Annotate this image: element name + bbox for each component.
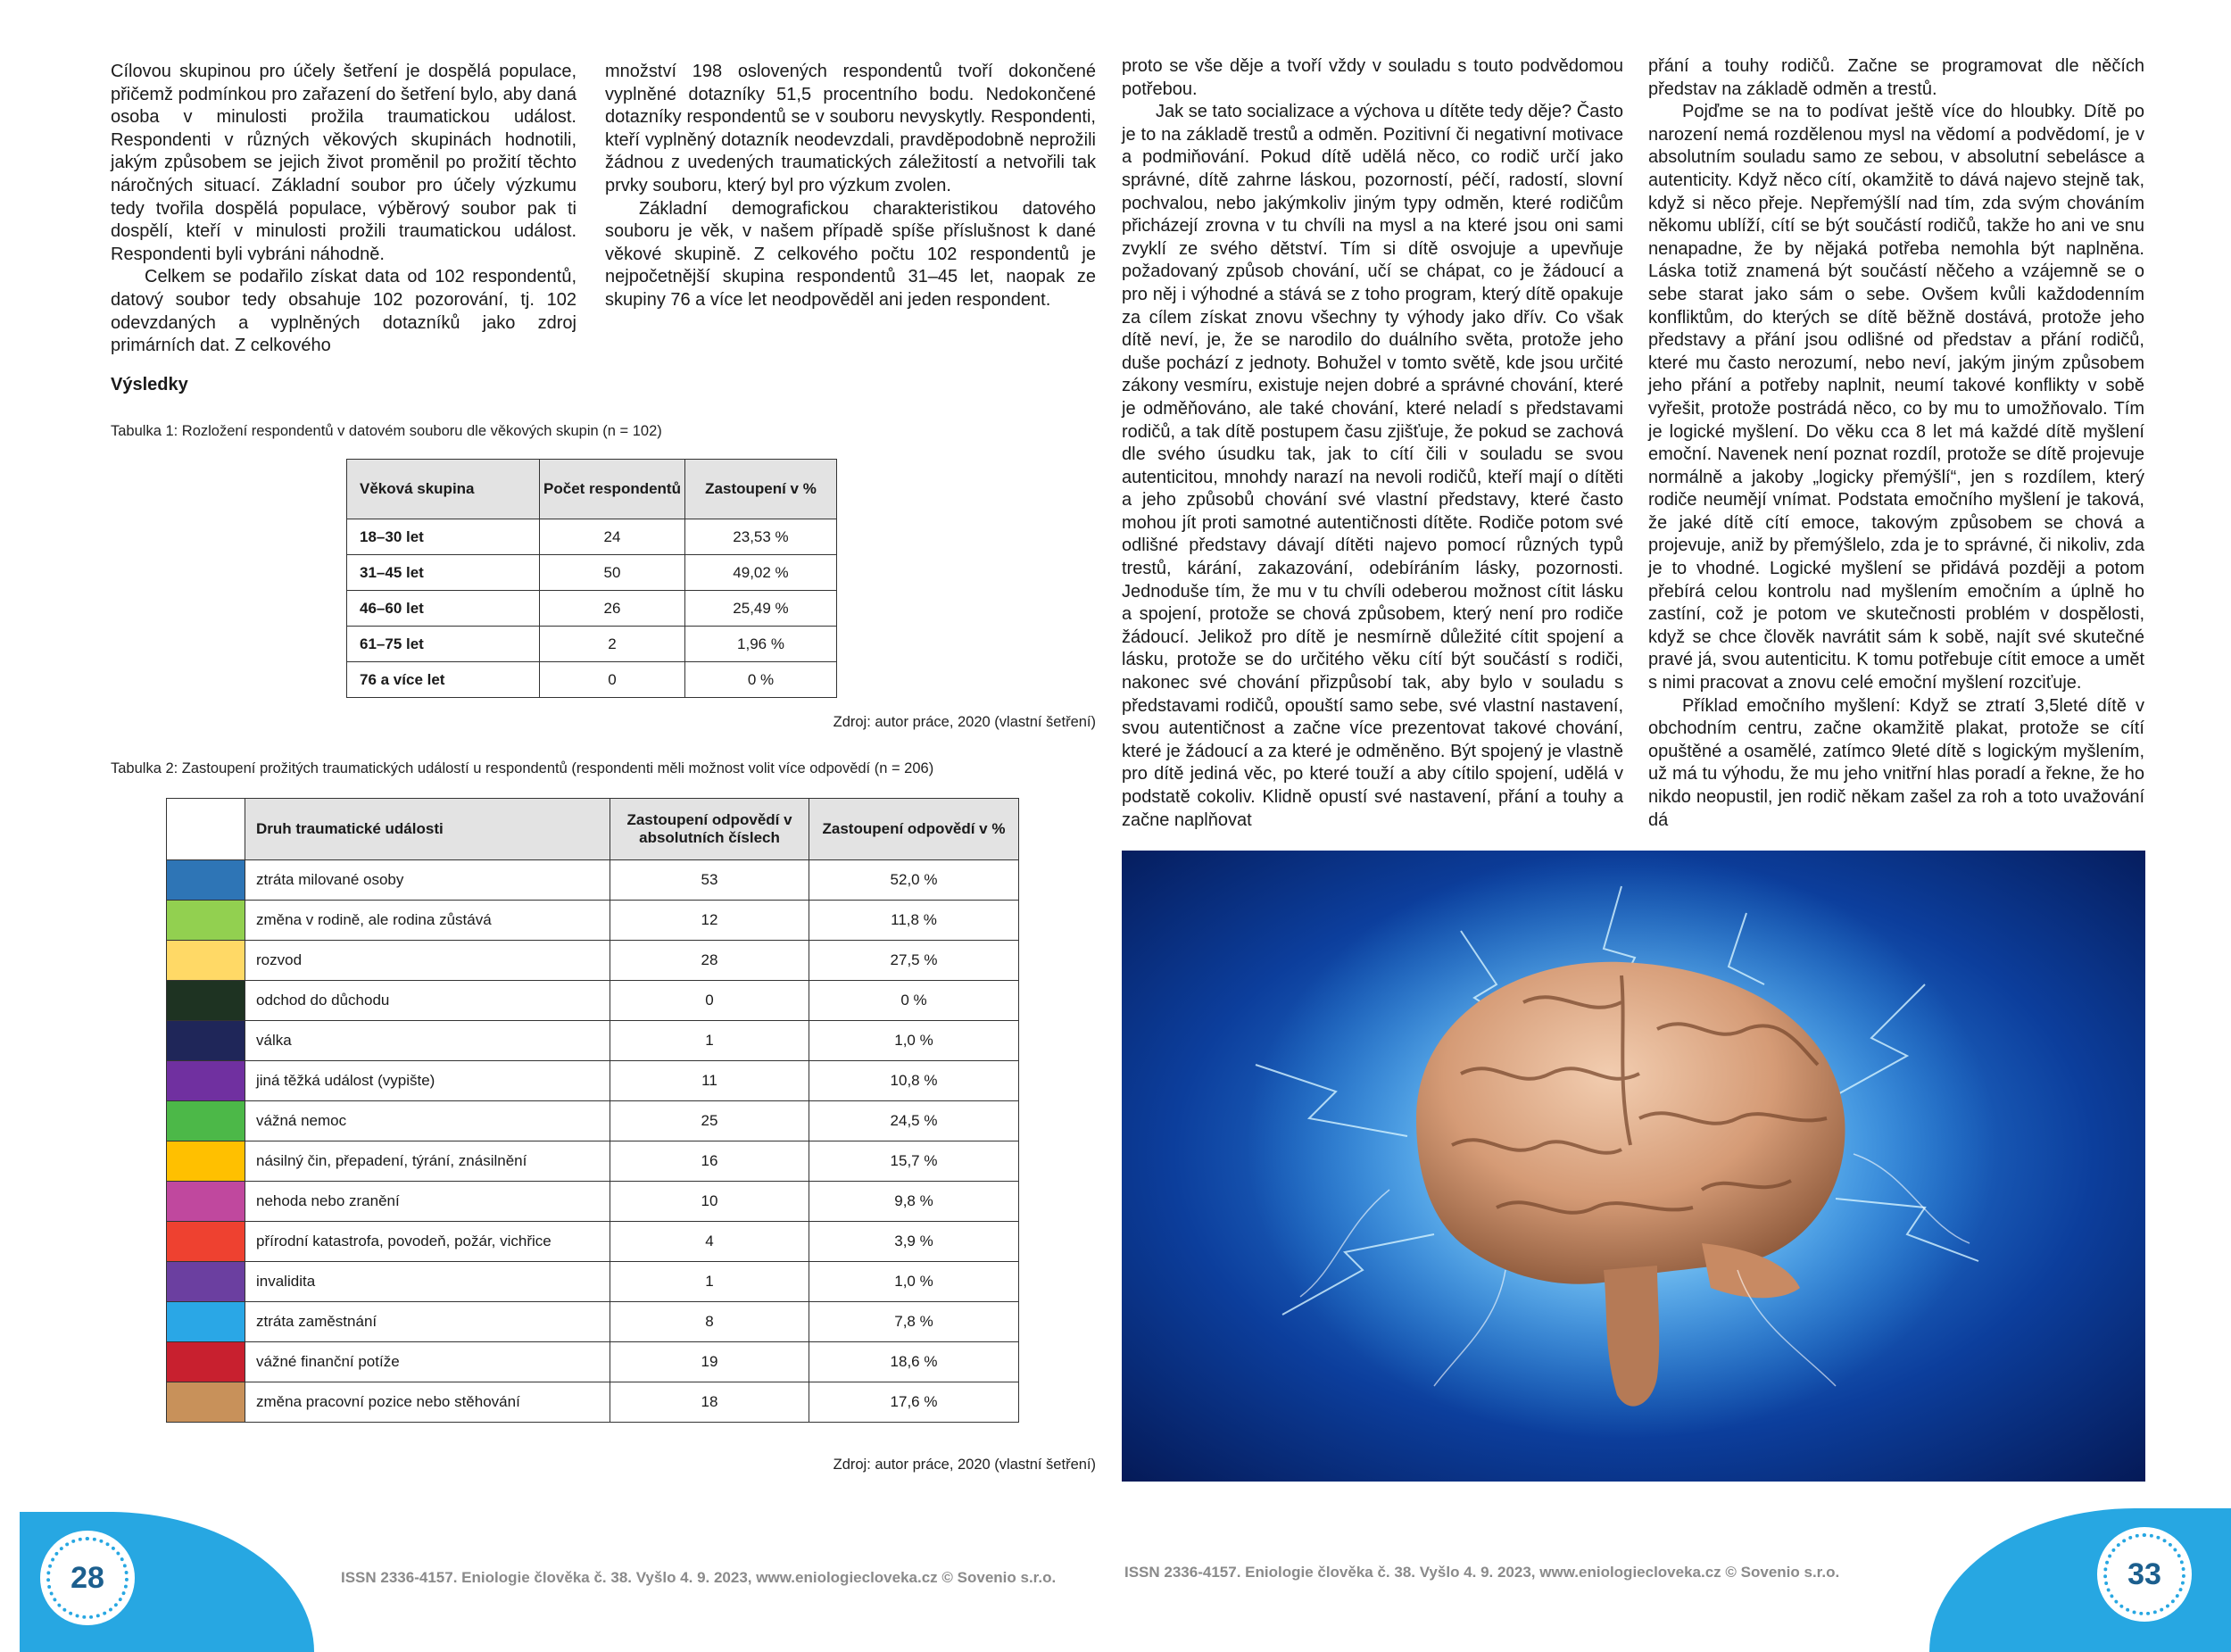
brain-illustration [1122,851,2145,1482]
age-group-table [346,459,837,698]
table1-caption: Tabulka 1: Rozložení respondentů v datovém souboru dle věkových skupin (n = 102) [111,423,662,439]
color-swatch [167,1101,245,1141]
table-header-cell: Zastoupení odpovědí v absolutních číslech [610,799,809,860]
table-cell: 10,8 % [809,1061,1019,1101]
right-column-1 [1122,55,1623,832]
table-row [167,1061,1019,1101]
table-cell: 11 [610,1061,809,1101]
paragraph: Pojďme se na to podívat ještě více do hloubky. Dítě po narození nemá rozdělenou mysl na vědomí a podvědomí, je v absolutním souladu samo ze sebou, v absolutní sebelásce a autenticity. Když něco cítí, okamžitě to dává najevo stejně tak, když si něco přeje. Nepřemýšlí nad tím, zda svým chováním někomu ublíží, cítí se být součástí rodičů, takže ho ani ve snu nenapadne, že by nějaká potřeba nemohla být naplněna. Láska totiž znamená být součástí něčeho a vzájemně se o sebe starat jako sám o sebe. Ovšem kvůli každodenním konfliktům, do kterých se dítě běžně dostává, protože jeho představy a přání jsou odlišné od představ a přání rodičů, které mu často nerozumí, nebo neví, jakým jiným způsobem jeho přání a potřeby naplnit, neumí takové konflikty v sobě vyřešit, protože postrádá něco, co by mu to umožňovalo. Tím je logické myšlení. Do věku cca 8 let má každé dítě myšlení emoční. Navenek není poznat rozdíl, protože se dítě projevuje normálně a jakoby „logicky přemýšlí“, jen s rozdílem, který rodiče neumějí vnímat. Podstata emočního myšlení je taková, že jaké dítě cítí emoce, takovým způsobem se chová a projevuje, aniž by přemýšlelo, zda je to správné, či nikoliv, zda je to vhodné. Logické myšlení se přidává později a potom přebírá celou kontrolu nad myšlením emočním a úplně ho zastíní, což je potom ve skutečnosti problém v dospělosti, když se chce člověk navrátit sám k sobě, najít své skutečné pravé já, svou autenticitu. K tomu potřebuje cítit emoce a umět s nimi pracovat a znovu celé emoční myšlení rozciťuje. [1648,102,2144,693]
paragraph: Cílovou skupinou pro účely šetření je dospělá populace, přičemž podmínkou pro zařazení do šetření bylo, aby daná osoba v minulosti prožila traumatickou událost. Respondenti v různých věkových skupinách hodnotili, jakým způsobem se jejich život proměnil po prožití těchto náročných situací. Základní soubor pro účely výzkumu tedy tvořila dospělá populace, výběrový soubor pak ti dospělí, kteří v minulosti prožili traumatickou událost. Respondenti byli vybráni náhodně. [111,62,576,264]
table-header-cell: Počet respondentů [540,460,685,519]
table-cell: změna pracovní pozice nebo stěhování [245,1382,610,1423]
table-header-cell: Zastoupení v % [685,460,837,519]
page-number-left: 28 [46,1537,129,1619]
table-row [167,1302,1019,1342]
table-cell: 3,9 % [809,1222,1019,1262]
paragraph: Celkem se podařilo získat data od 102 respondentů, datový soubor tedy obsahuje 102 pozorování, tj. 102 odevzdaných a vyplněných dotazníků jako zdroj primárních dat. Z celkového [111,267,576,356]
footer-band-right [1929,1508,2231,1652]
left-column-1 [111,61,576,358]
table-cell: vážné finanční potíže [245,1342,610,1382]
paragraph: Jak se tato socializace a výchova u dítěte tedy děje? Často je to na základě trestů a odměn. Pozitivní či negativní motivace a podmiňování. Pokud dítě udělá něco, co rodič určí jako správné, dítě zahrne láskou, pozorností, péčí, radostí, slovní pochvalou, nebo jakýmkoliv jiným typy odměn, které rodičům přicházejí zrovna v tu chvíli na mysl a na které jsou oni sami zvyklí ze svého dětství. Tím si dítě osvojuje a upevňuje požadovaný způsob chování, učí se chápat, co je žádoucí a pro něj i výhodné a stává se z toho program, který dítě opakuje za cílem získat znovu všechny ty výhody jako dřív. Co však dítě neví, je, že se narodilo do duálního světa, protože jeho duše pochází z jednoty. Bohužel v tomto světě, kde jsou určité zákony vesmíru, existuje nejen dobré a správné chování, které je odměňováno, ale také chování, které neladí s představami rodičů, a tak dítě postupem času zjišťuje, že pokud se zachová dle svého úsudku tak, jak to cítí čili v souladu se svou autenticitou, mnohdy narazí na nevoli rodičů, kteří mají o dítěti a jeho způsobů chování své vlastní představy, které často mohou jít proti samotné autentičnosti dítěte. Rodiče potom své odlišné představy dávají dítěti najevo pomocí různých typů trestů, kárání, zakazování, odebíráním lásky, pozornosti. Jednoduše tím, že mu v tu chvíli odeberou možnost cítit lásku a spojení, protože se chová způsobem, který není pro rodiče žádoucí. Jelikož pro dítě je nesmírně důležité cítit spojení a lásku, protože se do určitého věku cítí být součástí s rodiči, nakonec své chování přizpůsobí tak, aby bylo v souladu s představami rodičů, opouští samo sebe, své vlastní nastavení, svou autentičnost a začne více prezentovat takové chování, které je žádoucí a za které je odměněno. Být spojený je vlastně pro dítě jediná věc, po které touží a aby cítilo spojení, udělá v podstatě cokoliv. Klidně opustí své nastavení, přání a touhy a začne naplňovat [1122,102,1623,830]
table-cell: 28 [610,941,809,981]
table-cell: 0 % [809,981,1019,1021]
right-column-2 [1648,55,2144,832]
color-swatch [167,1382,245,1423]
table-header-cell: Věková skupina [347,460,540,519]
table-cell: rozvod [245,941,610,981]
table-row [347,627,837,662]
table-cell: násilný čin, přepadení, týrání, znásilnění [245,1141,610,1182]
color-swatch [167,901,245,941]
paragraph: přání a touhy rodičů. Začne se programovat dle něčích představ na základě odměn a trestů. [1648,56,2144,99]
table-cell: 26 [540,591,685,627]
table-cell: 50 [540,555,685,591]
color-swatch [167,1222,245,1262]
table-cell: 17,6 % [809,1382,1019,1423]
table-row [347,591,837,627]
table-row [167,901,1019,941]
table-cell: 10 [610,1182,809,1222]
table-cell: 0 [540,662,685,698]
table1-source: Zdroj: autor práce, 2020 (vlastní šetření) [833,714,1096,730]
table-cell: ztráta zaměstnání [245,1302,610,1342]
table2-caption: Tabulka 2: Zastoupení prožitých traumatických událostí u respondentů (respondenti měli možnost volit více odpovědí (n = 206) [111,760,934,776]
table-cell: 19 [610,1342,809,1382]
table-cell: 1,0 % [809,1262,1019,1302]
table-header-row [167,799,1019,860]
table-cell: 53 [610,860,809,901]
color-swatch [167,1021,245,1061]
table-cell: 25 [610,1101,809,1141]
table-cell: 25,49 % [685,591,837,627]
table-cell: vážná nemoc [245,1101,610,1141]
table-cell: 49,02 % [685,555,837,591]
table-header-cell [167,799,245,860]
table-cell: jiná těžká událost (vypište) [245,1061,610,1101]
table-cell: 9,8 % [809,1182,1019,1222]
color-swatch [167,981,245,1021]
color-swatch [167,941,245,981]
color-swatch [167,1342,245,1382]
table-cell: 2 [540,627,685,662]
table-cell: 24,5 % [809,1101,1019,1141]
table-cell: 18 [610,1382,809,1423]
table-header-cell: Zastoupení odpovědí v % [809,799,1019,860]
table-row [167,1342,1019,1382]
table-row [167,860,1019,901]
table-cell: 52,0 % [809,860,1019,901]
color-swatch [167,1061,245,1101]
table-row [167,941,1019,981]
table-cell: 11,8 % [809,901,1019,941]
table-cell: 0 [610,981,809,1021]
table-cell: 8 [610,1302,809,1342]
table-cell: ztráta milované osoby [245,860,610,901]
table-header-cell: Druh traumatické události [245,799,610,860]
table-row [347,662,837,698]
color-swatch [167,860,245,901]
table-cell: 18,6 % [809,1342,1019,1382]
table-row [167,1141,1019,1182]
table-cell: 1 [610,1262,809,1302]
paragraph: Základní demografickou charakteristikou datového souboru je věk, v našem případě spíše příslušnost k dané věkové skupině. Z celkového počtu 102 respondentů je nejpočetnější skupina respondentů 31–45 let, naopak ze skupiny 76 a více let neodpověděl ani jeden respondent. [605,198,1096,310]
table-cell: 15,7 % [809,1141,1019,1182]
paragraph: Příklad emočního myšlení: Když se ztratí 3,5leté dítě v obchodním centru, začne okamžitě plakat, protože se cítí opuštěné a osamělé, zatímco 9leté dítě s logickým myšlením, už má tu výhodu, že mu jeho vnitřní hlas poradí a řekne, že ho nikdo neopustil, jen rodič někam zašel za roh a toto uvažování dá [1648,695,2144,830]
table-cell: 16 [610,1141,809,1182]
table-cell: 27,5 % [809,941,1019,981]
table-cell: 7,8 % [809,1302,1019,1342]
table-cell: 23,53 % [685,519,837,555]
table-cell: 12 [610,901,809,941]
table-cell: přírodní katastrofa, povodeň, požár, vichřice [245,1222,610,1262]
table-cell: 4 [610,1222,809,1262]
table-row [167,981,1019,1021]
table-row [167,1101,1019,1141]
table-cell: 1,0 % [809,1021,1019,1061]
table-cell: invalidita [245,1262,610,1302]
paragraph: množství 198 oslovených respondentů tvoří dokončené vyplněné dotazníky 51,5 procentního bodu. Nedokončené dotazníky respondentů se v souboru nevyskytly. Respondenti, kteří vyplněný dotazník neodevzdali, pravděpodobně neprožili žádnou z uvedených traumatických záležitostí a netvořili tak prvky souboru, který byl pro výzkum zvolen. [605,62,1096,195]
paragraph: proto se vše děje a tvoří vždy v souladu s touto podvědomou potřebou. [1122,56,1623,99]
left-column-2 [605,61,1096,312]
footer-text-left: ISSN 2336-4157. Eniologie člověka č. 38. Vyšlo 4. 9. 2023, www.eniologiecloveka.cz © Sovenio s.r.o. [341,1569,1057,1586]
table-row [347,555,837,591]
footer-text-right: ISSN 2336-4157. Eniologie člověka č. 38. Vyšlo 4. 9. 2023, www.eniologiecloveka.cz © Sovenio s.r.o. [1124,1564,1840,1581]
table-row [167,1262,1019,1302]
table-cell: 31–45 let [347,555,540,591]
table-cell: 76 a více let [347,662,540,698]
table-row [167,1182,1019,1222]
page-number-right: 33 [2103,1533,2185,1615]
table-cell: změna v rodině, ale rodina zůstává [245,901,610,941]
table-row [167,1222,1019,1262]
color-swatch [167,1262,245,1302]
table-row [167,1021,1019,1061]
color-swatch [167,1302,245,1342]
table-row [347,519,837,555]
table-cell: 1,96 % [685,627,837,662]
table-cell: odchod do důchodu [245,981,610,1021]
table-cell: nehoda nebo zranění [245,1182,610,1222]
table-cell: 1 [610,1021,809,1061]
table-cell: 18–30 let [347,519,540,555]
table-cell: 61–75 let [347,627,540,662]
table-cell: 46–60 let [347,591,540,627]
color-swatch [167,1182,245,1222]
results-heading: Výsledky [111,375,188,394]
trauma-events-table [166,798,1019,1423]
color-swatch [167,1141,245,1182]
table-header-row [347,460,837,519]
table2-source: Zdroj: autor práce, 2020 (vlastní šetření) [833,1457,1096,1473]
table-row [167,1382,1019,1423]
table-cell: 0 % [685,662,837,698]
table-cell: válka [245,1021,610,1061]
table-cell: 24 [540,519,685,555]
